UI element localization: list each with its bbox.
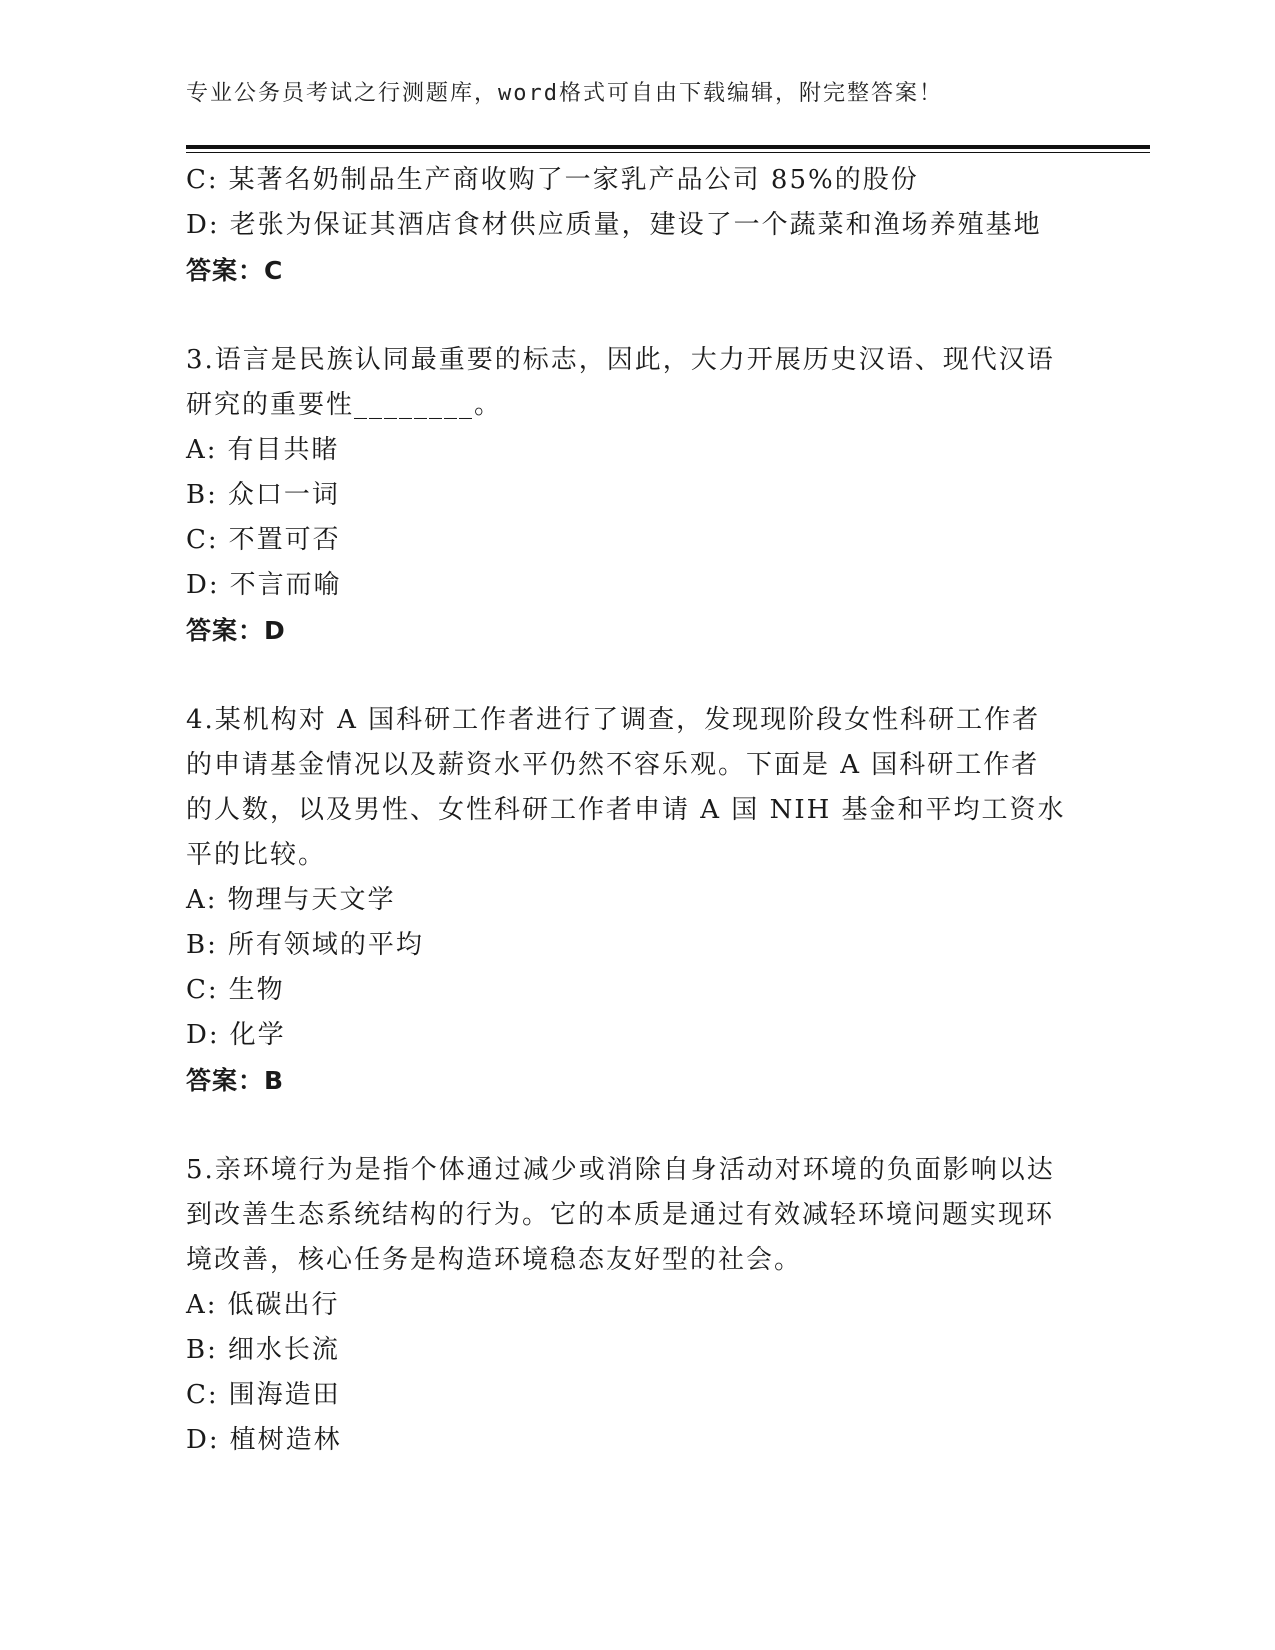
q5-option-a	[186, 1283, 1066, 1328]
q3-option-a	[186, 428, 1066, 473]
option-letter: C:	[186, 975, 219, 1005]
option-text: 有目共睹	[227, 435, 340, 465]
q3-option-d	[186, 563, 1066, 608]
header-rule-thin	[186, 152, 1150, 153]
q4-option-b	[186, 923, 1066, 968]
option-text: 生物	[228, 975, 285, 1005]
q5-stem: 5.亲环境行为是指个体通过减少或消除自身活动对环境的负面影响以达到改善生态系统结构的行为。它的本质是通过有效减轻环境问题实现环境改善，核心任务是构造环境稳态友好型的社会。	[186, 1155, 1055, 1275]
option-text: 老张为保证其酒店食材供应质量，建设了一个蔬菜和渔场养殖基地	[229, 210, 1042, 240]
q3-option-c	[186, 518, 1066, 563]
option-letter: C:	[186, 165, 219, 195]
option-text: 围海造田	[228, 1380, 341, 1410]
option-letter: B:	[186, 930, 218, 960]
option-letter: B:	[186, 1335, 218, 1365]
option-letter: A:	[186, 1290, 218, 1320]
option-text: 低碳出行	[227, 1290, 340, 1320]
option-text: 化学	[229, 1020, 286, 1050]
spacer	[186, 1103, 1066, 1148]
header-rule-thick	[186, 145, 1150, 149]
option-text: 物理与天文学	[227, 885, 396, 915]
option-letter: C:	[186, 525, 219, 555]
option-text: 众口一词	[227, 480, 340, 510]
q4-option-d	[186, 1013, 1066, 1058]
q5-option-c	[186, 1373, 1066, 1418]
q2-option-d	[186, 203, 1066, 248]
q4-option-c	[186, 968, 1066, 1013]
q5-option-b	[186, 1328, 1066, 1373]
spacer	[186, 653, 1066, 698]
question-content	[186, 158, 1066, 1463]
q4-answer: 答案：B	[186, 1066, 285, 1095]
option-letter: D:	[186, 1020, 220, 1050]
q5-option-d	[186, 1418, 1066, 1463]
header-note: 专业公务员考试之行测题库，word格式可自由下载编辑，附完整答案！	[186, 81, 943, 106]
option-letter: A:	[186, 885, 218, 915]
option-letter: D:	[186, 1425, 220, 1455]
q3-answer: 答案：D	[186, 616, 286, 645]
q4-stem: 4.某机构对 A 国科研工作者进行了调查，发现现阶段女性科研工作者的申请基金情况以及薪资水平仍然不容乐观。下面是 A 国科研工作者的人数，以及男性、女性科研工作者申请 A 国 NIH 基金和平均工资水平的比较。	[186, 705, 1066, 870]
option-letter: D:	[186, 210, 220, 240]
q3-stem: 3.语言是民族认同最重要的标志，因此，大力开展历史汉语、现代汉语研究的重要性________。	[186, 345, 1055, 420]
q2-option-c	[186, 158, 1066, 203]
option-text: 某著名奶制品生产商收购了一家乳产品公司 85%的股份	[228, 165, 919, 195]
q3-option-b	[186, 473, 1066, 518]
option-letter: D:	[186, 570, 220, 600]
spacer	[186, 293, 1066, 338]
option-letter: B:	[186, 480, 218, 510]
option-text: 不置可否	[228, 525, 341, 555]
q4-option-a	[186, 878, 1066, 923]
option-text: 细水长流	[227, 1335, 340, 1365]
option-letter: C:	[186, 1380, 219, 1410]
option-text: 植树造林	[229, 1425, 342, 1455]
q2-answer: 答案：C	[186, 256, 284, 285]
option-text: 所有领域的平均	[227, 930, 424, 960]
option-letter: A:	[186, 435, 218, 465]
option-text: 不言而喻	[229, 570, 342, 600]
